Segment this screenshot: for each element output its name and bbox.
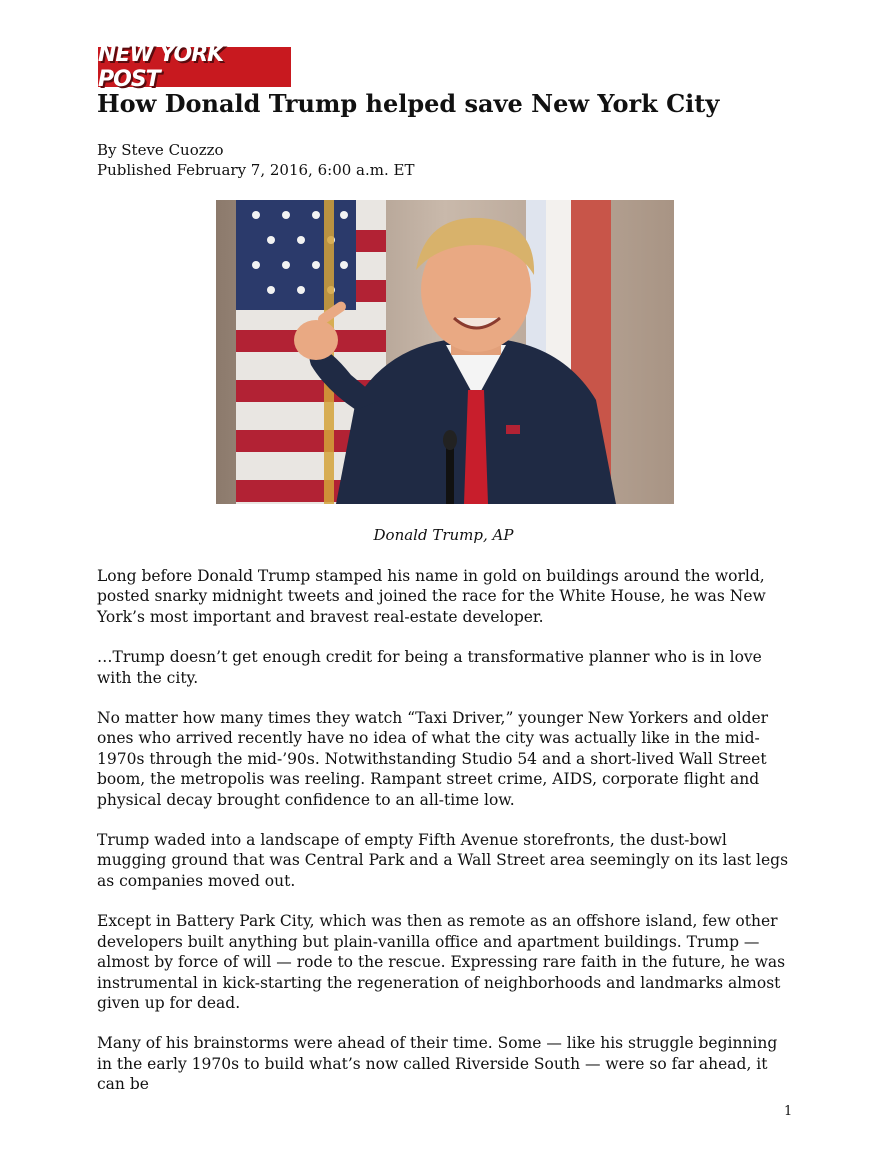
photo-caption: Donald Trump, AP (373, 526, 514, 544)
article-paragraph: …Trump doesn’t get enough credit for being a transformative planner who is in love with the city. (97, 648, 762, 687)
new-york-post-logo (98, 42, 291, 92)
article-paragraph: No matter how many times they watch “Taxi Driver,” younger New Yorkers and older ones who arrived recently have no idea of what the city was actually like in the mid-1970s through the mid-’90s. Notwithstanding Studio 54 and a short-lived Wall Street boom, the metropolis was reeling. Rampant street crime, AIDS, corporate flight and physical decay brought confidence to an all-time low. (97, 709, 769, 809)
article-byline: By Steve Cuozzo (97, 141, 224, 159)
article-body (97, 566, 797, 1115)
article-paragraph: Many of his brainstorms were ahead of their time. Some — like his struggle beginning in the early 1970s to build what’s now called Riverside South — were so far ahead, it can be (97, 1034, 778, 1094)
page-number: 1 (784, 1104, 793, 1119)
logo-text: NEW YORK POST (98, 42, 224, 92)
article-headline: How Donald Trump helped save New York City (97, 89, 720, 118)
photo-illustration (216, 200, 674, 504)
article-photo (216, 200, 674, 504)
article-publish-date: Published February 7, 2016, 6:00 a.m. ET (97, 161, 415, 179)
article-paragraph: Except in Battery Park City, which was then as remote as an offshore island, few other developers built anything but plain-vanilla office and apartment buildings. Trump — almost by force of will — rode to the rescue. Expressing rare faith in the future, he was instrumental in kick-starting the regeneration of neighborhoods and landmarks almost given up for dead. (97, 912, 786, 1012)
article-paragraph: Trump waded into a landscape of empty Fifth Avenue storefronts, the dust-bowl mugging ground that was Central Park and a Wall Street area seemingly on its last legs as companies moved out. (97, 831, 789, 890)
article-paragraph: Long before Donald Trump stamped his name in gold on buildings around the world, posted snarky midnight tweets and joined the race for the White House, he was New York’s most important and bravest real-estate developer. (97, 567, 766, 626)
